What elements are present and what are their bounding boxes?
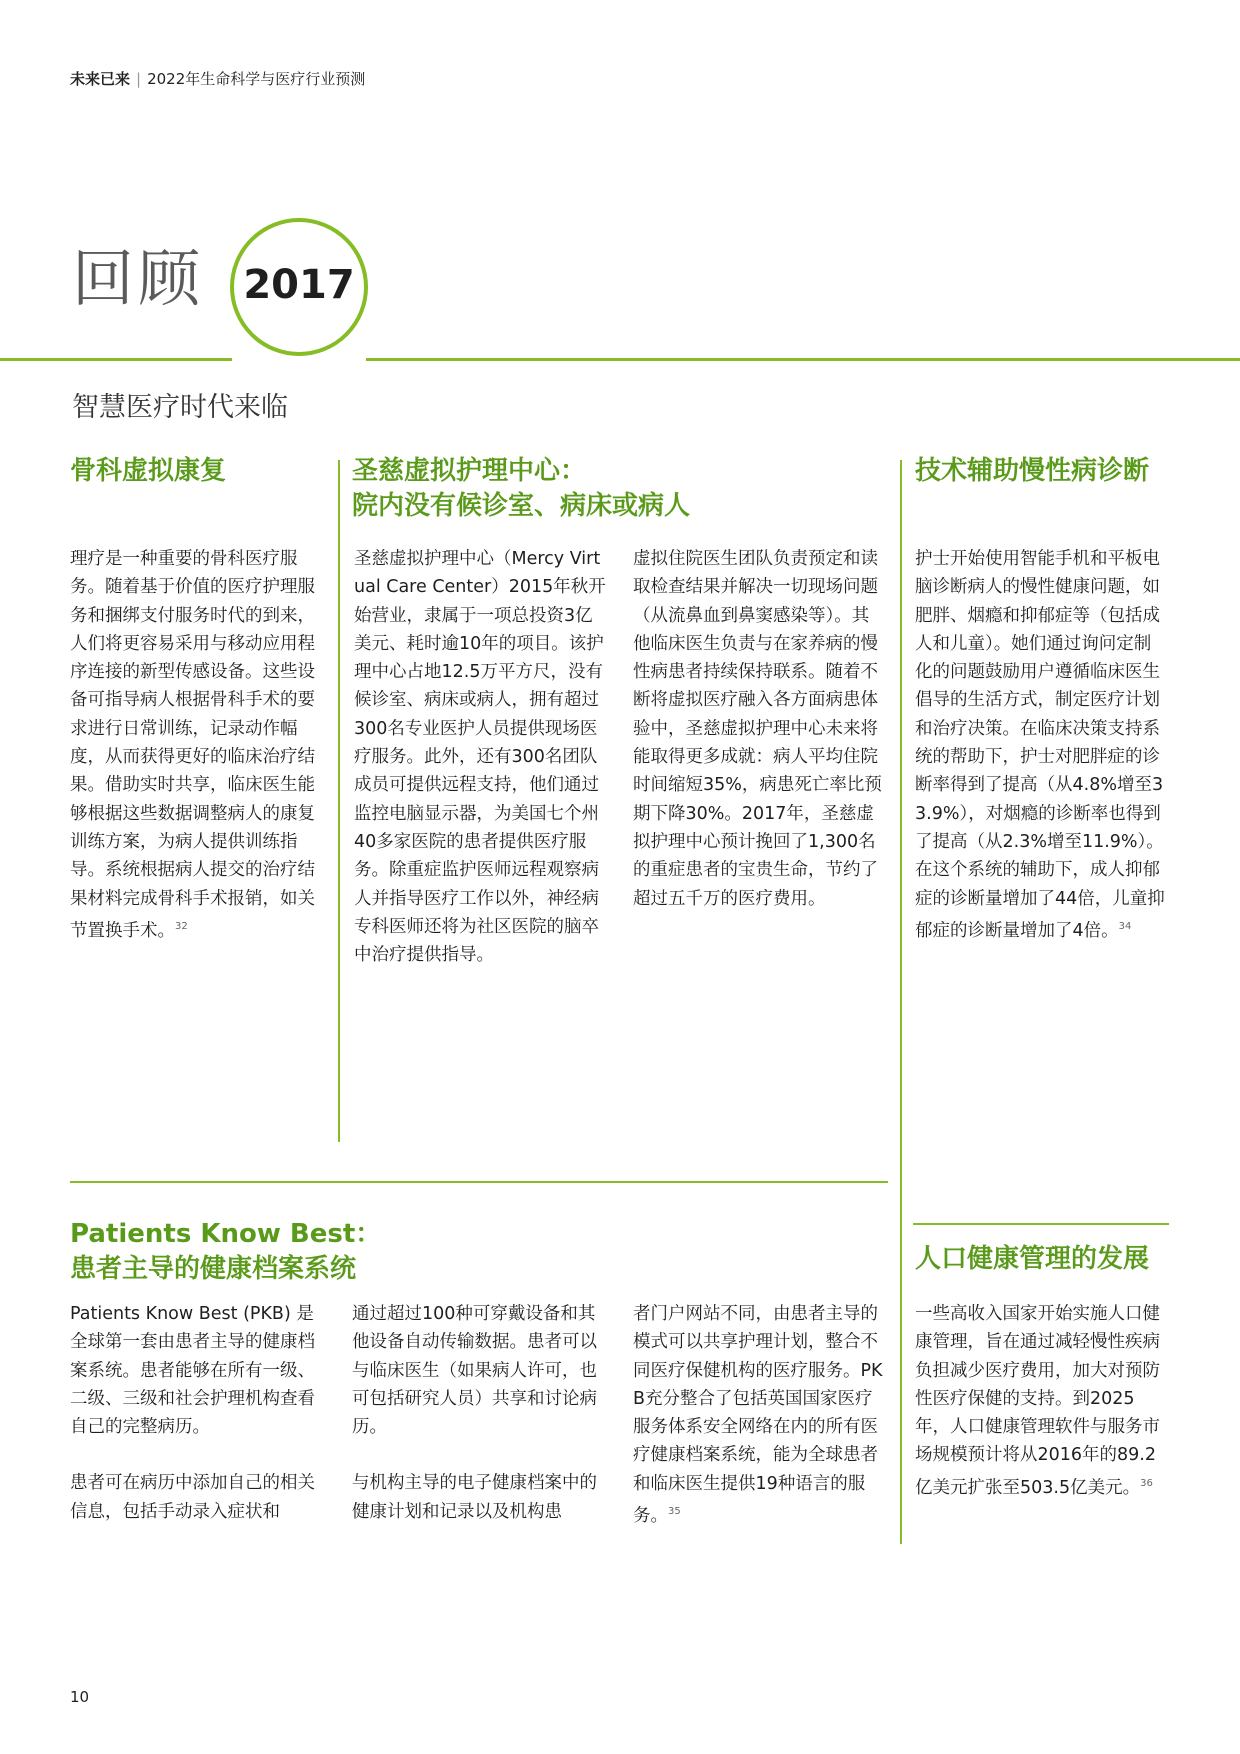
pkb-col2-paragraph1: 通过超过100种可穿戴设备和其他设备自动传输数据。患者可以与临床医生（如果病人许可，也可包括研究人员）共享和讨论病历。 — [352, 1304, 597, 1438]
population-body-text: 一些高收入国家开始实施人口健康管理，旨在通过减轻慢性疾病负担减少医疗费用，加大对预防性医疗保健的支持。到2025年，人口健康管理软件与服务市场规模预计将从2016年的89.2亿美元扩张至503.5亿美元。 — [915, 1304, 1160, 1498]
chronic-ref: 34 — [1118, 920, 1132, 932]
pkb-ref: 35 — [668, 1506, 681, 1518]
section-title-chronic: 技术辅助慢性病诊断 — [915, 456, 1150, 486]
section-body-pkb-col3 — [633, 1300, 887, 1530]
ortho-body-text: 理疗是一种重要的骨科医疗服务。随着基于价值的医疗护理服务和捆绑支付服务时代的到来，人们将更容易采用与移动应用程序连接的新型传感设备。这些设备可指导病人根据骨科手术的要求进行日常训练，记录动作幅度，从而获得更好的临床治疗结果。借助实时共享，临床医生能够根据这些数据调整病人的康复训练方案，为病人提供训练指导。系统根据病人提交的治疗结果材料完成骨科手术报销，如关节置换手术。 — [70, 549, 315, 941]
section-body-population — [915, 1300, 1167, 1502]
column-divider-1 — [338, 460, 340, 1142]
section-title-population: 人口健康管理的发展 — [915, 1244, 1150, 1274]
section-title-ortho: 骨科虚拟康复 — [70, 456, 227, 486]
hero-title: 回顾 — [72, 242, 205, 315]
section-body-mercy-col1: 圣慈虚拟护理中心（Mercy Virtual Care Center）2015年秋开始营业，隶属于一项总投资3亿美元、耗时逾10年的项目。该护理中心占地12.5万平方尺，没有候诊室、病床或病人，拥有超过300名专业医护人员提供现场医疗服务。此外，还有300名团队成员可提供远程支持，他们通过监控电脑显示器，为美国七个州40多家医院的患者提供医疗服务。除重症监护医师远程观察病人并指导医疗工作以外，神经病专科医师还将为社区医院的脑卒中治疗提供指导。 — [354, 549, 606, 966]
header-separator: | — [136, 70, 142, 88]
running-header — [70, 68, 365, 89]
hero-rule-left — [0, 358, 232, 361]
pkb-title-line1: Patients Know Best： — [70, 1219, 382, 1249]
section-divider-bottom-left — [70, 1181, 888, 1183]
mercy-title-line1: 圣慈虚拟护理中心： — [352, 456, 587, 486]
page-number: 10 — [70, 1688, 90, 1706]
hero-year: 2017 — [243, 262, 355, 308]
section-divider-bottom-right — [913, 1223, 1169, 1225]
population-ref: 36 — [1140, 1477, 1153, 1489]
hero-subtitle: 智慧医疗时代来临 — [72, 392, 288, 423]
section-body-ortho — [70, 545, 325, 945]
pkb-col3-text: 者门户网站不同，由患者主导的模式可以共享护理计划，整合不同医疗保健机构的医疗服务。PKB充分整合了包括英国国家医疗服务体系安全网络在内的所有医疗健康档案系统，能为全球患者和临床医生提供19种语言的服务。 — [633, 1304, 883, 1526]
pkb-title-line2: 患者主导的健康档案系统 — [70, 1254, 357, 1284]
section-title-pkb — [70, 1217, 381, 1287]
section-body-chronic — [915, 545, 1167, 945]
pkb-col1-paragraph2: 患者可在病历中添加自己的相关信息，包括手动录入症状和 — [70, 1473, 315, 1522]
ortho-ref: 32 — [175, 920, 188, 932]
section-body-pkb-col2 — [352, 1300, 606, 1554]
pkb-col2-paragraph2: 与机构主导的电子健康档案中的健康计划和记录以及机构患 — [352, 1473, 597, 1522]
section-body-pkb-col1 — [70, 1300, 324, 1554]
section-title-mercy — [352, 454, 690, 524]
mercy-title-line2: 院内没有候诊室、病床或病人 — [352, 491, 691, 521]
header-brand: 未来已来 — [70, 70, 131, 88]
header-title: 2022年生命科学与医疗行业预测 — [147, 70, 366, 88]
hero-rule-right — [366, 358, 1240, 361]
pkb-col1-paragraph1: Patients Know Best (PKB) 是全球第一套由患者主导的健康档案系统。患者能够在所有一级、二级、三级和社会护理机构查看自己的完整病历。 — [70, 1304, 315, 1438]
column-divider-2 — [900, 460, 902, 1544]
chronic-body-text: 护士开始使用智能手机和平板电脑诊断病人的慢性健康问题，如肥胖、烟瘾和抑郁症等（包括成人和儿童）。她们通过询问定制化的问题鼓励用户遵循临床医生倡导的生活方式，制定医疗计划和治疗决策。在临床决策支持系统的帮助下，护士对肥胖症的诊断率得到了提高（从4.8%增至33.9%），对烟瘾的诊断率也得到了提高（从2.3%增至11.9%）。在这个系统的辅助下，成人抑郁症的诊断量增加了44倍，儿童抑郁症的诊断量增加了4倍。 — [915, 549, 1165, 941]
section-body-mercy-col2: 虚拟住院医生团队负责预定和读取检查结果并解决一切现场问题（从流鼻血到鼻窦感染等）。其他临床医生负责与在家养病的慢性病患者持续保持联系。随着不断将虚拟医疗融入各方面病患体验中，圣慈虚拟护理中心未来将能取得更多成就：病人平均住院时间缩短35%，病患死亡率比预期下降30%。2017年，圣慈虚拟护理中心预计挽回了1,300名的重症患者的宝贵生命，节约了超过五千万的医疗费用。 — [633, 549, 882, 909]
